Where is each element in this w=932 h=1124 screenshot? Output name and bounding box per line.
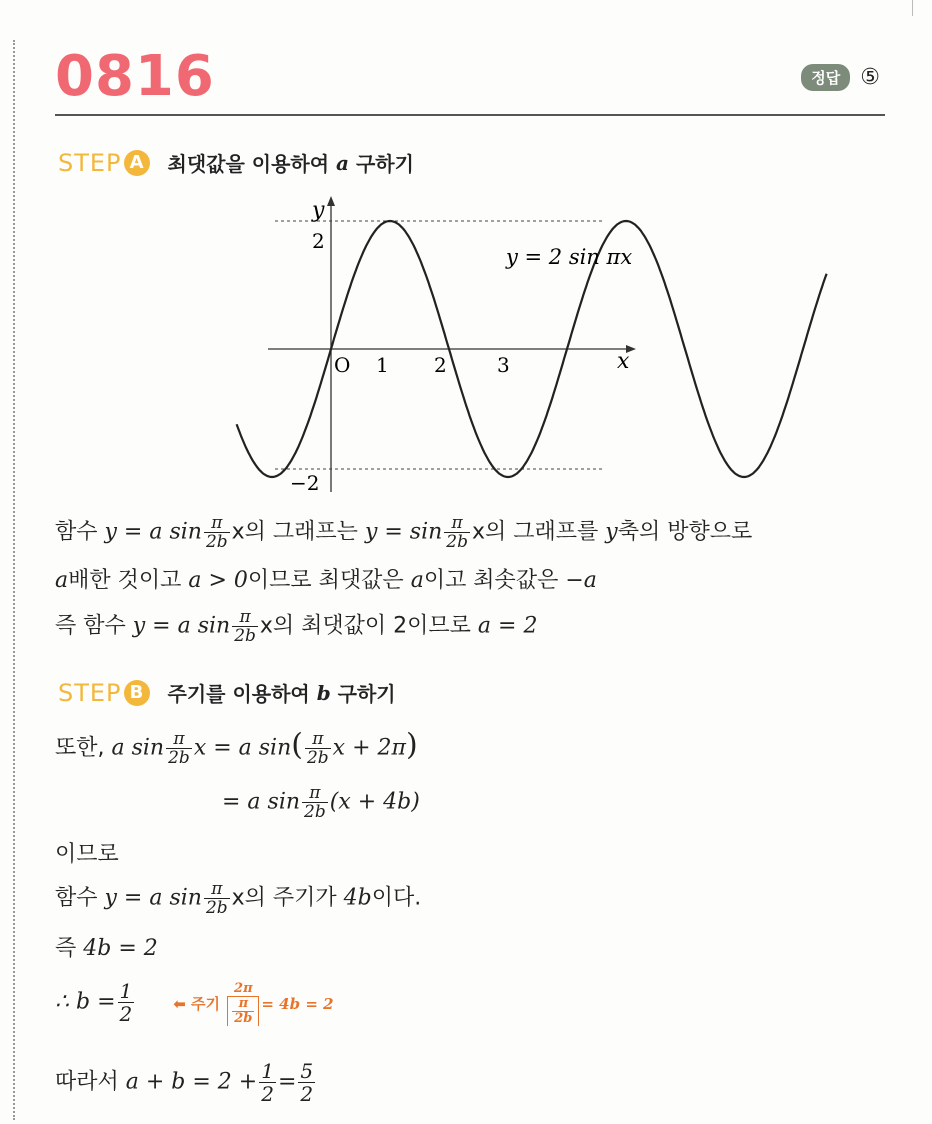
answer-value: ⑤ [860,65,880,90]
text: 축의 방향으로 [617,519,753,545]
step-a-line-1 [55,514,752,551]
equation: y = a sin [104,519,202,545]
text: 이고 최솟값은 [423,568,566,593]
text: 이므로 최댓값은 [247,568,411,593]
frac-num: π [302,784,328,803]
step-b-line-5 [55,934,158,964]
frac-den [227,997,259,1026]
step-a-title: 최댓값을 이용하여 [167,152,330,176]
text: 즉 [55,936,84,961]
equation: y = sin [364,519,443,545]
paren: ) [405,727,418,763]
frac-num: π [204,514,230,533]
equation: y = a sin [104,885,202,911]
fraction [259,1060,276,1105]
equation: 4b = 2 [83,936,158,961]
y-axis-label: y [312,198,325,223]
y-axis-arrow [327,196,335,206]
equation: ∴ b = [55,989,116,1015]
text: 이다. [371,885,422,911]
tick-origin: O [334,353,351,377]
frac-den: 2b [306,748,329,768]
fraction [227,982,259,1026]
equation: x + 2π [332,735,406,761]
text: 즉 함수 [55,613,133,639]
step-b-line-7 [55,1060,317,1105]
paren: ( [291,727,303,763]
step-b-line-2 [222,784,420,821]
equation: = [277,1069,297,1095]
fraction [204,880,230,917]
frac-num: π [232,608,258,627]
note-equation: = 4b = 2 [261,994,334,1013]
text: 함수 [55,885,105,911]
text: 배한 것이고 [68,568,189,593]
fraction [232,997,254,1026]
frac-den: 2b [446,532,468,552]
fraction [302,784,328,821]
problem-number: 0816 [55,44,215,109]
step-word: STEP [58,148,122,177]
result: a = 2 [477,613,538,639]
frac-den: 2b [234,1011,253,1026]
frac-den: 2b [205,898,228,918]
frac-den: 2 [261,1082,274,1106]
condition: a > 0 [188,568,248,593]
step-b-line-3: 이므로 [55,842,119,867]
frac-num: 5 [300,1059,314,1083]
step-a-var: a [336,150,349,175]
step-b-title: 주기를 이용하여 [167,682,310,706]
neg-a: −a [565,568,597,593]
frac-den: 2b [168,748,190,768]
step-a-line-2 [55,566,597,596]
step-a-line-3 [55,608,537,645]
tick-x-3: 3 [497,353,510,377]
frac-num: 2π [227,982,259,997]
frac-den: 2 [119,1002,133,1026]
curve-label: y = 2 sin πx [506,245,633,269]
tick-y-neg2: −2 [290,471,320,495]
step-word: STEP [58,678,122,707]
step-b-line-6 [55,980,334,1026]
var-a: a [55,568,69,593]
fraction [305,730,331,767]
equation: x = a sin [193,735,292,761]
note-label: ⬅ 주기 [173,994,221,1013]
text: 함수 [55,519,105,545]
frac-den: 2b [304,802,326,822]
fraction [166,730,192,767]
frac-den: 2b [205,532,228,552]
fraction [118,980,135,1025]
equation: a + b = 2 + [125,1069,258,1095]
fraction [232,608,258,645]
frac-num: π [204,880,230,899]
frac-num: 1 [261,1059,274,1083]
text: x의 주기가 [231,885,344,911]
step-b-line-1 [55,727,418,768]
step-b-var: b [316,680,331,705]
text: x의 그래프를 [471,519,606,545]
period: 4b [343,885,372,911]
step-b-line-4 [55,880,421,917]
equation: a sin [111,735,165,761]
var-y: y [605,519,618,545]
x-axis-label: x [617,349,630,374]
frac-num: π [444,514,470,533]
frac-den: 2b [234,626,256,646]
frac-den: 2 [300,1082,314,1106]
frac-num: π [232,997,254,1012]
answer-badge: 정답 [801,64,850,91]
text: 따라서 [55,1069,126,1095]
fraction [204,514,230,551]
text: x의 최댓값이 2이므로 [259,613,478,639]
text: 또한, [55,735,112,761]
step-letter-b: B [124,680,150,706]
fraction [444,514,470,551]
equation: = a sin [222,789,301,815]
fraction [298,1060,315,1105]
tick-y-2: 2 [312,229,325,253]
tick-x-2: 2 [434,353,447,377]
tick-x-1: 1 [376,353,389,377]
frac-num: 1 [119,979,133,1003]
frac-num: π [305,730,331,749]
step-b-heading [58,678,396,707]
step-a-title-end: 구하기 [355,152,414,176]
step-letter-a: A [124,150,150,176]
step-b-title-end: 구하기 [337,682,396,706]
var-a: a [410,568,424,593]
equation: (x + 4b) [329,789,420,815]
equation: y = a sin [132,613,231,639]
frac-num: π [166,730,192,749]
text: x의 그래프는 [231,519,365,545]
